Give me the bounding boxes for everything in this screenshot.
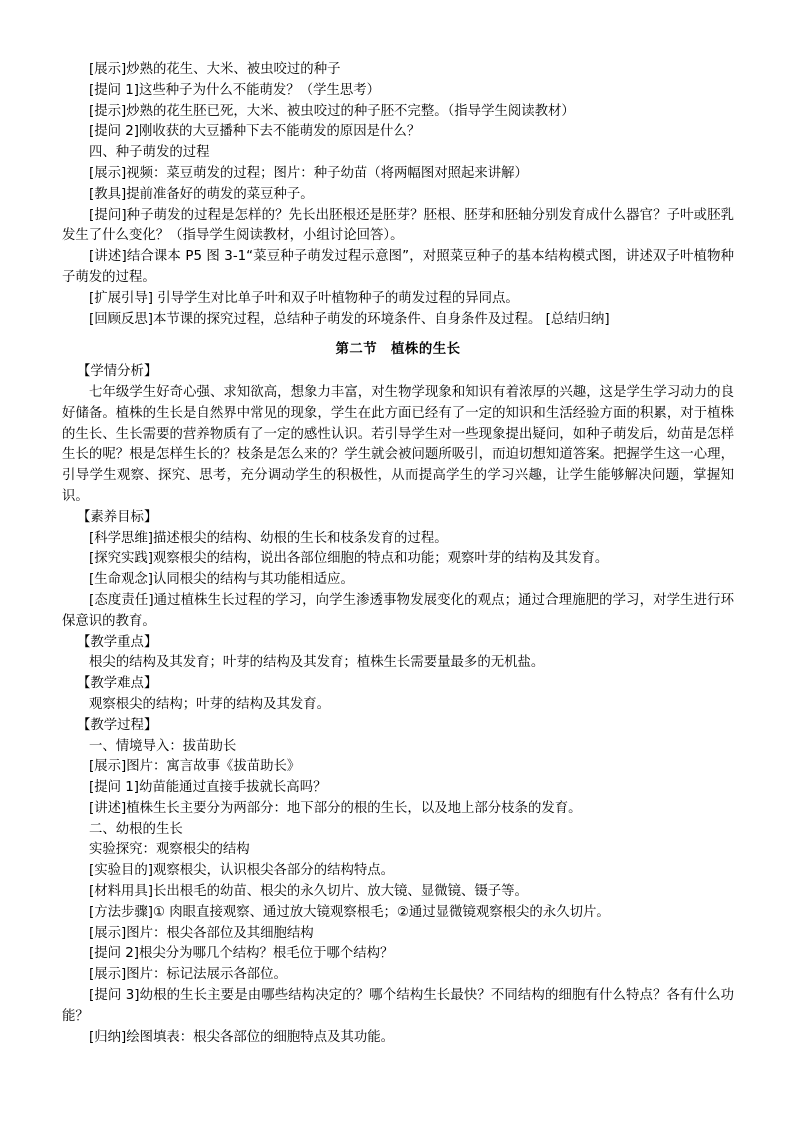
section-title: 第二节 植株的生长	[335, 342, 461, 358]
text-paragraph: [态度责任]通过植株生长过程的学习，向学生渗透事物发展变化的观点；通过合理施肥的学习，对学生进行环保意识的教育。	[62, 592, 734, 629]
subheading: 一、情境导入：拔苗助长	[89, 738, 237, 754]
section-header-zhongdian: 【教学重点】	[77, 634, 158, 650]
text-paragraph: [讲述]结合课本 P5 图 3-1“菜豆种子萌发过程示意图”，对照菜豆种子的基本结构模式图，讲述双子叶植物种子萌发的过程。	[62, 249, 734, 285]
text-paragraph: 七年级学生好奇心强、求知欲高，想象力丰富，对生物学现象和知识有着浓厚的兴趣，这是学生学习动力的良好储备。植株的生长是自然界中常见的现象，学生在此方面已经有了一定的知识和生活经验方面的积累，对于植株的生长、生长需要的营养物质有了一定的感性认识。若引导学生对一些现象提出疑问，如种子萌发后，幼苗是怎样生长的呢？根是怎样生长的？枝条是怎么来的？学生就会被问题所吸引，而迫切想知道答案。把握学生这一心理，引导学生观察、探究、思考，充分调动学生的积极性，从而提高学生的学习兴趣，让学生能够解决问题，掌握知识。	[62, 384, 734, 504]
text-line: [提问 1]这些种子为什么不能萌发？（学生思考）	[89, 82, 381, 98]
text-line: [提问 2]刚收获的大豆播种下去不能萌发的原因是什么？	[89, 124, 421, 140]
section-header-suyang: 【素养目标】	[77, 509, 158, 525]
text-line: [回顾反思]本节课的探究过程，总结种子萌发的环境条件、自身条件及过程。 [总结归纳]	[89, 311, 610, 327]
text-line: [材料用具]长出根毛的幼苗、根尖的永久切片、放大镜、显微镜、镊子等。	[89, 884, 528, 900]
text-line: [提问 1]幼苗能通过直接手拔就长高吗？	[89, 780, 327, 796]
text-line: 根尖的结构及其发育；叶芽的结构及其发育；植株生长需要量最多的无机盐。	[89, 655, 545, 671]
text-line: [讲述]植株生长主要分为两部分：地下部分的根的生长，以及地上部分枝条的发育。	[89, 800, 582, 816]
section-header-nandian: 【教学难点】	[77, 676, 158, 692]
text-line: [探究实践]观察根尖的结构，说出各部位细胞的特点和功能；观察叶芽的结构及其发育。	[89, 551, 609, 567]
subheading: 四、种子萌发的过程	[89, 145, 210, 161]
text-line: [教具]提前准备好的萌发的菜豆种子。	[89, 186, 314, 202]
text-line: [科学思维]描述根尖的结构、幼根的生长和枝条发育的过程。	[89, 530, 448, 546]
text-line: [实验目的]观察根尖，认识根尖各部分的结构特点。	[89, 863, 395, 879]
text-line: [提示]炒熟的花生胚已死，大米、被虫咬过的种子胚不完整。（指导学生阅读教材）	[89, 103, 575, 119]
text-line: [展示]图片：根尖各部位及其细胞结构	[89, 925, 314, 941]
text-line: [提问 2]根尖分为哪几个结构？根毛位于哪个结构？	[89, 946, 394, 962]
text-line: [展示]图片：标记法展示各部位。	[89, 967, 287, 983]
text-paragraph: [提问]种子萌发的过程是怎样的？先长出胚根还是胚芽？胚根、胚芽和胚轴分别发育成什么器官？子叶或胚乳发生了什么变化？（指导学生阅读教材，小组讨论回答）。	[62, 207, 734, 244]
text-line: 实验探究：观察根尖的结构	[89, 842, 250, 858]
text-line: [方法步骤]① 肉眼直接观察、通过放大镜观察根毛；②通过显微镜观察根尖的永久切片。	[89, 904, 610, 920]
text-line: [归纳]绘图填表：根尖各部位的细胞特点及其功能。	[89, 1029, 395, 1045]
text-line: [展示]图片：寓言故事《拔苗助长》	[89, 759, 301, 775]
text-line: 观察根尖的结构；叶芽的结构及其发育。	[89, 696, 331, 712]
text-line: [扩展引导] 引导学生对比单子叶和双子叶植物种子的萌发过程的异同点。	[89, 290, 519, 306]
section-header-xueqing: 【学情分析】	[77, 364, 158, 380]
text-line: [展示]视频：菜豆萌发的过程；图片：种子幼苗（将两幅图对照起来讲解）	[89, 165, 528, 181]
text-paragraph: [提问 3]幼根的生长主要是由哪些结构决定的？哪个结构生长最快？不同结构的细胞有什么特点？各有什么功能？	[62, 988, 734, 1024]
text-line: [展示]炒熟的花生、大米、被虫咬过的种子	[89, 62, 341, 77]
text-line: [生命观念]认同根尖的结构与其功能相适应。	[89, 572, 354, 588]
page-content	[62, 60, 734, 1048]
subheading: 二、幼根的生长	[89, 821, 183, 837]
section-header-guocheng: 【教学过程】	[77, 717, 158, 733]
